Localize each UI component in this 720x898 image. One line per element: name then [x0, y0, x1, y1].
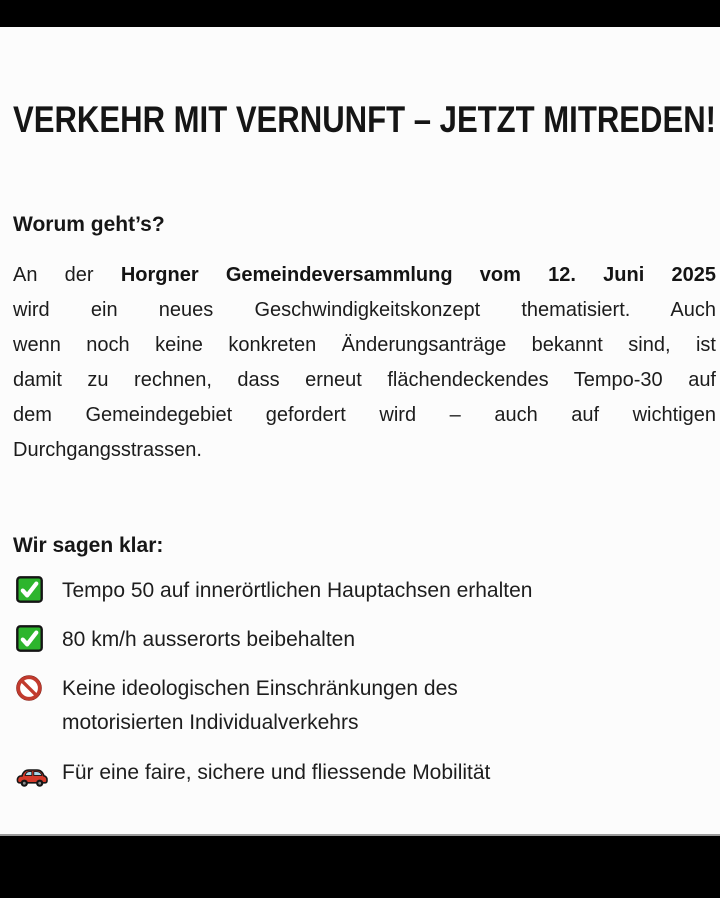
paragraph-line: damit zu rechnen, dass erneut flächendeckendes Tempo-30 auf — [13, 369, 716, 391]
claim-item — [0, 574, 720, 608]
letterbox-top — [0, 0, 720, 27]
paragraph-line: wenn noch keine konkreten Änderungsanträge bekannt sind, ist — [13, 334, 716, 356]
paragraph-line: wird ein neues Geschwindigkeitskonzept thematisiert. Auch — [13, 299, 716, 321]
section-heading-klar: Wir sagen klar: — [13, 534, 164, 557]
claim-text: 80 km/h ausserorts beibehalten — [62, 628, 356, 651]
paragraph-line: Durchgangsstrassen. — [13, 439, 202, 461]
claim-text: Für eine faire, sichere und fliessende Mobilität — [62, 761, 491, 784]
check-icon — [16, 574, 62, 603]
paragraph-bold: Horgner Gemeindeversammlung vom 12. Juni 2025 — [120, 264, 716, 286]
paragraph-line: dem Gemeindegebiet gefordert wird – auch auf wichtigen — [13, 404, 716, 426]
car-icon — [16, 756, 62, 788]
claim-item — [0, 623, 720, 657]
paragraph-line — [13, 258, 716, 293]
page-title — [13, 100, 716, 140]
claim-item — [0, 756, 720, 790]
paragraph-lead: An der — [13, 264, 94, 286]
section-heading-worum: Worum geht’s? — [13, 213, 165, 236]
page-title-text: VERKEHR MIT VERNUNFT – JETZT MITREDEN! — [13, 99, 716, 140]
flyer-content — [0, 27, 720, 836]
claim-text: Keine ideologischen Einschränkungen des motorisierten Individualverkehrs — [62, 677, 458, 734]
claim-text: Tempo 50 auf innerörtlichen Hauptachsen erhalten — [62, 579, 533, 602]
intro-paragraph — [13, 258, 716, 468]
letterbox-bottom — [0, 836, 720, 898]
check-icon — [16, 623, 62, 652]
claim-item — [0, 672, 720, 740]
no-entry-icon — [16, 672, 62, 701]
